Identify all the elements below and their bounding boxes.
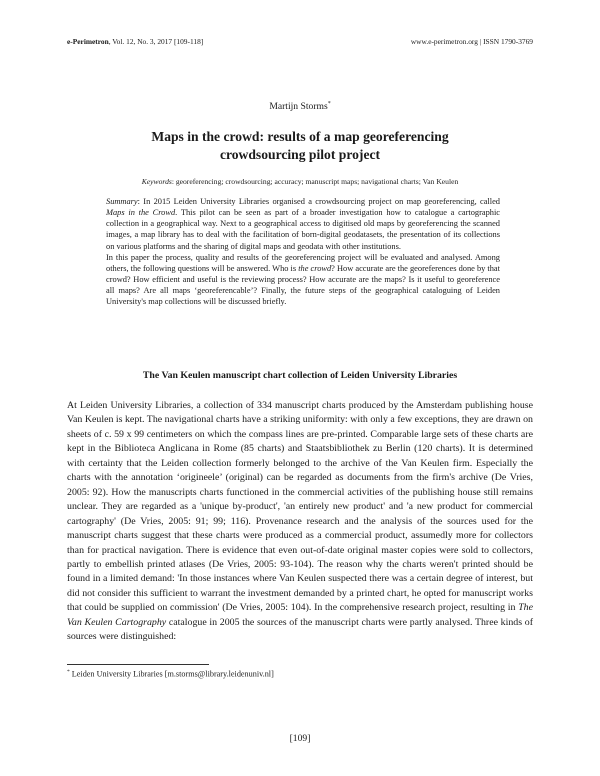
keywords-text: : georeferencing; crowdsourcing; accuracy; manuscript maps; navigational charts; Van Keulen [171,177,459,186]
footnote-marker: * [67,669,70,675]
body-text-span: catalogue in 2005 the sources of the manuscript charts were partly analysed. Three kinds of sources were distinguished: [67,616,533,643]
abstract-text: In this paper the process, quality and results of the georeferencing project will be evaluated and analysed. Among others, the following questions will be answered. Who is [106,252,500,273]
paper-title [100,128,500,164]
body-text [67,399,533,645]
journal-name: e-Perimetron [67,37,109,46]
emphasis: the crowd [298,263,332,273]
abstract [106,196,500,308]
author-line [0,101,600,112]
abstract-paragraph-1 [106,196,500,252]
footnote-divider [67,664,209,665]
section-heading: The Van Keulen manuscript chart collection of Leiden University Libraries [142,370,458,381]
summary-label: Summary [106,197,138,206]
keywords-label: Keywords [141,177,172,186]
footnote-text: Leiden University Libraries [m.storms@library.leidenuniv.nl] [69,669,274,679]
journal-citation [67,37,203,46]
abstract-paragraph-2 [106,252,500,308]
volume-info: , Vol. 12, No. 3, 2017 [109-118] [108,37,204,46]
catalogue-title: The Van Keulen Cartography [67,602,533,628]
page-number: [109] [289,733,311,744]
abstract-text: ? How accurate are the georeferences done by that crowd? How efficient and useful is the reviewing process? How accurate are the maps? Is it useful to georeference all maps? Are all maps ‘georeferencable’? Finally, the future steps of the geographical cataloguing of Leiden University's map collections will be discussed briefly. [106,263,500,307]
project-title: Maps in the Crowd [106,208,176,218]
author-name: Martijn Storms [269,101,328,113]
abstract-text: : In 2015 Leiden University Libraries organised a crowdsourcing project on map georeferencing, called [137,197,500,206]
author-footnote-marker: * [327,101,331,107]
keywords [100,177,500,186]
title-line-1: Maps in the crowd: results of a map georeferencing [151,129,449,144]
journal-website: www.e-perimetron.org | ISSN 1790-3769 [410,37,533,46]
title-line-2: crowdsourcing pilot project [219,147,381,162]
body-text-span: At Leiden University Libraries, a collection of 334 manuscript charts produced by the Amsterdam publishing house Van Keulen is kept. The navigational charts have a striking uniformity: with only a few exceptions, they are drawn on sheets of c. 59 x 99 centimeters on which the compass lines are pre-printed. Comparable large sets of these charts are kept in the Biblioteca Anglicana in Rome (85 charts) and Staatsbibliothek zu Berlin (120 charts). It is determined with certainty that the Leiden collection formerly belonged to the archive of the Van Keulen firm. Especially the charts with the annotation ‘origineele’ (original) can be regarded as documents from the firm's archive (De Vries, 2005: 92). How the manuscripts charts functioned in the commercial activities of the publishing house still remains unclear. They are regarded as a 'unique by-product', 'an entirely new product' and 'a new product for commercial cartography' (De Vries, 2005: 91; 99; 116). Provenance research and the analysis of the sources used for the manuscript charts suggest that these charts were produced as a commercial product, assumedly more for collectors than for practical navigation. There is evidence that even out-of-date original master copies were sold to collectors, partly to embellish printed atlases (De Vries, 2005: 93-104). The reason why the charts weren't printed should be found in a limited demand: 'In those instances where Van Keulen suspected there was a certain degree of interest, but did not consider this sufficient to warrant the investment demanded by a printed chart, he opted for manuscript works that could be supplied on commission' (De Vries, 2005: 104). In the comprehensive research project, resulting in [67,400,533,614]
body-paragraph [67,399,533,645]
abstract-text: . This pilot can be seen as part of a broader investigation how to catalogue a cartographic collection in a geographical way. Next to a geographical access to digitised old maps by georeferencing the scanned images, a map library has to deal with the facilitation of born-digital geodatasets, the presentation of its collections on various platforms and the sharing of digital maps and geodata with other institutions. [106,208,501,251]
footnote [67,669,274,679]
